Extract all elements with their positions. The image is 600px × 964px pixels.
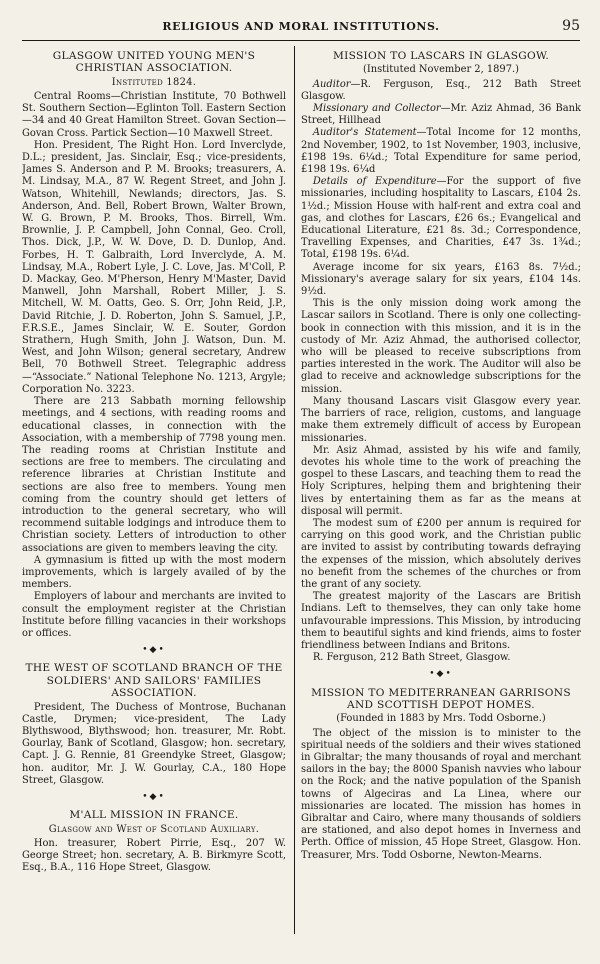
running-title: RELIGIOUS AND MORAL INSTITUTIONS. [162,20,440,33]
ymca-meetings: There are 213 Sabbath morning fellowship meetings, and 4 sections, with reading rooms and educational classes, in connection with the Association, with a membership of 7798 young men. The reading rooms at Christian Institute and sections are free to members. The circulating and reference libraries at Christian Institute and sections are also free to members. Young men coming from the country should get letters of introduction to the general secretary, who will recommend suitable lodgings and introduce them to Christian society. Letters of introduction to other associations are given to members leaving the city. [22,396,286,554]
page-number: 95 [562,18,580,34]
ymca-instituted: Instituted 1824. [111,76,197,88]
ymca-employers: Employers of labour and merchants are invited to consult the employment register at the Christian Institute before filling vacancies in their workshops or offices. [22,591,286,639]
lascars-signature: R. Ferguson, 212 Bath Street, Glasgow. [312,652,511,664]
ymca-gymnasium: A gymnasium is fitted up with the most modern improvements, which is largely availed of by the members. [22,554,286,591]
lascars-statement [301,127,581,176]
details-label: Details of Expenditure [312,176,437,188]
lascars-average: Average income for six years, £163 8s. 7½d.; Missionary's average salary for six years, £104 14s. 9½d. [301,261,581,298]
section-divider: •◆• [142,645,166,656]
lascars-missionary [301,103,581,127]
missionary-label: Missionary and Collector [312,103,441,115]
auditor-text: —R. Ferguson, Esq., 212 Bath Street Glasgow. [301,78,581,102]
section-divider: •◆• [429,669,453,680]
lascars-auditor [301,79,581,103]
mediterranean-title: MISSION TO MEDITERRANEAN GARRISONS AND SCOTTISH DEPOT HOMES. [311,686,571,711]
lascars-title: MISSION TO LASCARS IN GLASGOW. [332,50,550,62]
missionary-text: —Mr. Aziz Ahmad, 36 Bank Street, Hillhead [301,103,581,127]
left-column [22,48,286,938]
details-text: —For the support of five missionaries, including hospitality to Lascars, £104 2s. 1½d.; Mission House with half-rent and extra coal and gas, and clothes for Lascars, £26 6s.; Evangelical and Educational Literature, £21 8s. 3d.; Correspondence, Travelling Expenses, and Charities, £47 3s. 1¾d.; Total, £198 19s. 6¼d. [301,176,581,261]
lascars-many-thousand: Many thousand Lascars visit Glasgow every year. The barriers of race, religion, customs, and language make them extremely difficult of access by European missionaries. [301,395,581,444]
mcall-officers: Hon. treasurer, Robert Pirrie, Esq., 207 W. George Street; hon. secretary, A. B. Birkmyre Scott, Esq., B.A., 116 Hope Street, Glasgow. [22,837,286,874]
section-divider: •◆• [142,792,166,802]
lascars-greatest-majority: The greatest majority of the Lascars are British Indians. Left to themselves, they can only take home unfavourable impressions. This Mission, by introducing them to beautiful sights and kind friends, aims to foster friendliness between Indians and Britons. [301,591,581,651]
west-scotland-officers: President, The Duchess of Montrose, Buchanan Castle, Drymen; vice-president, The Lady Blythswood, Blythswood; hon. treasurer, Mr. Robt. Gourlay, Bank of Scotland, Glasgow; hon. secretary, Capt. J. G. Rennie, 81 Greendyke Street, Glasgow; hon. auditor, Mr. J. W. Gourlay, C.A., 180 Hope Street, Glasgow. [22,701,286,786]
lascars-details [301,176,581,261]
mcall-subtitle: Glasgow and West of Scotland Auxiliary. [48,823,260,835]
ymca-title: GLASGOW UNITED YOUNG MEN'S CHRISTIAN ASSOCIATION. [52,50,256,75]
lascars-modest-sum: The modest sum of £200 per annum is required for carrying on this good work, and the Christian public are invited to assist by contributing towards defraying the expenses of the mission, which absolutely derives no benefit from the schemes of the churches or from the grant of any society. [301,517,581,590]
statement-text: —Total Income for 12 months, 2nd November, 1902, to 1st November, 1903, inclusive, £198 19s. 6¼d.; Total Expenditure for same period, £198 19s. 6¼d [301,127,581,176]
statement-label: Auditor's Statement [312,127,417,139]
ymca-rooms: Central Rooms—Christian Institute, 70 Bothwell St. Southern Section—Eglinton Toll. Eastern Section—34 and 40 Great Hamilton Street. Govan Section—Govan Cross. Partick Section—10 Maxwell Street. [22,91,286,139]
mediterranean-object: The object of the mission is to minister to the spiritual needs of the soldiers and their wives stationed in Gibraltar; the many thousands of royal and merchant sailors in the bay; the 8000 Spanish navvies who labour on the Rock; and the native population of the Spanish towns of Algeciras and La Linea, where our missionaries are located. The mission has homes in Gibraltar and Cairo, where many thousands of soldiers are stationed, and also depot homes in Inverness and Perth. Office of mission, 45 Hope Street, Glasgow. Hon. Treasurer, Mrs. Todd Osborne, Newton-Mearns. [301,727,581,861]
lascars-asiz-ahmad: Mr. Asiz Ahmad, assisted by his wife and family, devotes his whole time to the work of preaching the gospel to these Lascars, and teaching them to read the Holy Scriptures, helping them and brightening their lives by entertaining them as far as the means at disposal will permit. [301,444,581,517]
auditor-label: Auditor [312,78,351,90]
lascars-only-mission: This is the only mission doing work among the Lascar sailors in Scotland. There is only one collecting-book in connection with this mission, and it is in the custody of Mr. Aziz Ahmad, the authorised collector, who will be pleased to receive subscriptions from parties interested in the work. The Auditor will also be glad to receive and acknowledge subscriptions for the mission. [301,298,581,395]
ymca-officers: Hon. President, The Right Hon. Lord Inverclyde, D.L.; president, Jas. Sinclair, Esq.; vice-presidents, James S. Anderson and P. M. Brooks; treasurers, A. M. Lindsay, M.A., 87 W. Regent Street, and John J. Watson, Whitehill, Newlands; directors, Jas. S. Anderson, And. Bell, Robert Brown, Walter Brown, W. G. Brown, P. M. Brooks, Thos. Birrell, Wm. Brownlie, J. P. Campbell, John Connal, Geo. Croll, Thos. Dick, J.P., W. W. Dove, D. D. Dunlop, And. Forbes, H. T. Galbraith, Lord Inverclyde, A. M. Lindsay, M.A., Robert Lyle, J. C. Love, Jas. M'Coll, P. D. Mackay, Geo. M'Pherson, Henry M'Master, David Manwell, John Marshall, Robert Miller, J. S. Mitchell, W. M. Oatts, Geo. S. Orr, John Reid, J.P., David Ritchie, J. D. Roberton, John S. Samuel, J.P., F.R.S.E., James Sinclair, W. E. Souter, Gordon Strathern, Hugh Smith, John J. Watson, Dun. M. West, and John Wilson; general secretary, Andrew Bell, 70 Bothwell Street. Telegraphic address—“Associate.” National Telephone No. 1213, Argyle; Corporation No. 3223. [22,139,286,395]
west-scotland-title: THE WEST OF SCOTLAND BRANCH OF THE SOLDIERS' AND SAILORS' FAMILIES ASSOCIATION. [25,662,283,700]
mediterranean-founded: (Founded in 1883 by Mrs. Todd Osborne.) [336,713,546,725]
right-column [301,48,581,938]
column-divider [294,46,295,934]
running-head [22,20,580,41]
lascars-instituted: (Instituted November 2, 1897.) [363,64,519,76]
mcall-title: M'ALL MISSION IN FRANCE. [69,809,239,822]
